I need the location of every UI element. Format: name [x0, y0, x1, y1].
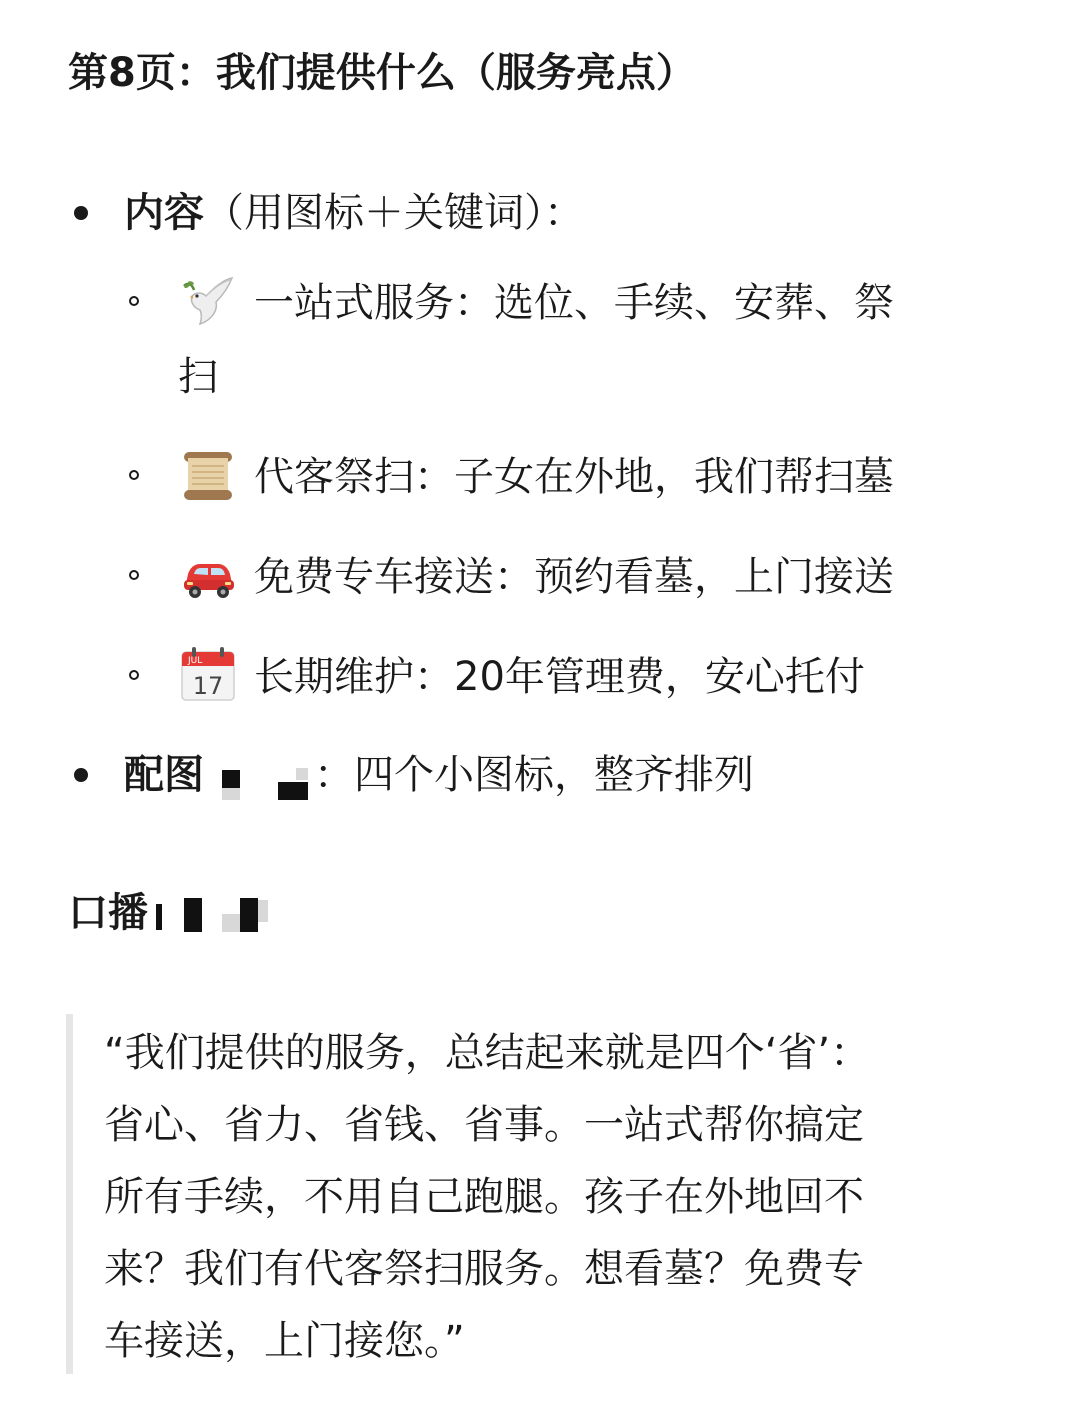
redaction-mark [296, 768, 308, 780]
sub-bullet-ring [129, 670, 139, 680]
blockquote-bar [66, 1014, 73, 1374]
sub-item-text: 一站式服务：选位、手续、安葬、祭 [254, 280, 894, 326]
bullet-content [124, 188, 584, 238]
scroll-icon [178, 446, 238, 506]
redaction-mark [156, 904, 162, 930]
quote-line: 省心、省力、省钱、省事。一站式帮你搞定 [104, 1102, 864, 1148]
bullet-label: 内容 [124, 190, 204, 236]
calendar-icon [178, 644, 238, 704]
quote-line: 车接送，上门接您。” [104, 1318, 465, 1364]
sub-bullet-ring [129, 296, 139, 306]
sub-bullet-ring [129, 570, 139, 580]
quote-line: “我们提供的服务，总结起来就是四个‘省’： [104, 1030, 871, 1076]
sub-bullet-ring [129, 470, 139, 480]
bullet-dot [74, 768, 88, 782]
calendar-day: 17 [192, 672, 224, 700]
calendar-month: JUL [188, 656, 203, 666]
bullet-content [124, 750, 754, 800]
koubo-heading: 口播 [68, 890, 148, 936]
page-heading: 第8页：我们提供什么（服务亮点） [68, 50, 696, 96]
redaction-mark [222, 914, 242, 932]
sub-item-text: 免费专车接送：预约看墓，上门接送 [254, 554, 894, 600]
sub-item-text-wrap: 扫 [178, 354, 218, 400]
redaction-mark [222, 788, 240, 800]
sub-item-text: 代客祭扫：子女在外地，我们帮扫墓 [254, 454, 894, 500]
sub-item-text: 长期维护：20年管理费，安心托付 [254, 654, 865, 700]
quote-line: 来？我们有代客祭扫服务。想看墓？免费专 [104, 1246, 864, 1292]
redaction-mark [222, 770, 240, 788]
bullet-dot [74, 206, 88, 220]
redaction-mark [184, 898, 202, 932]
bullet-rest: ：四个小图标，整齐排列 [314, 752, 754, 798]
dove-icon [178, 272, 238, 332]
bullet-rest: （用图标＋关键词）： [204, 190, 584, 236]
quote-line: 所有手续，不用自己跑腿。孩子在外地回不 [104, 1174, 864, 1220]
bullet-label: 配图 [124, 752, 204, 798]
redaction-mark [240, 898, 258, 932]
car-icon [178, 546, 238, 606]
redaction-mark [278, 782, 308, 800]
redaction-mark [258, 900, 268, 922]
